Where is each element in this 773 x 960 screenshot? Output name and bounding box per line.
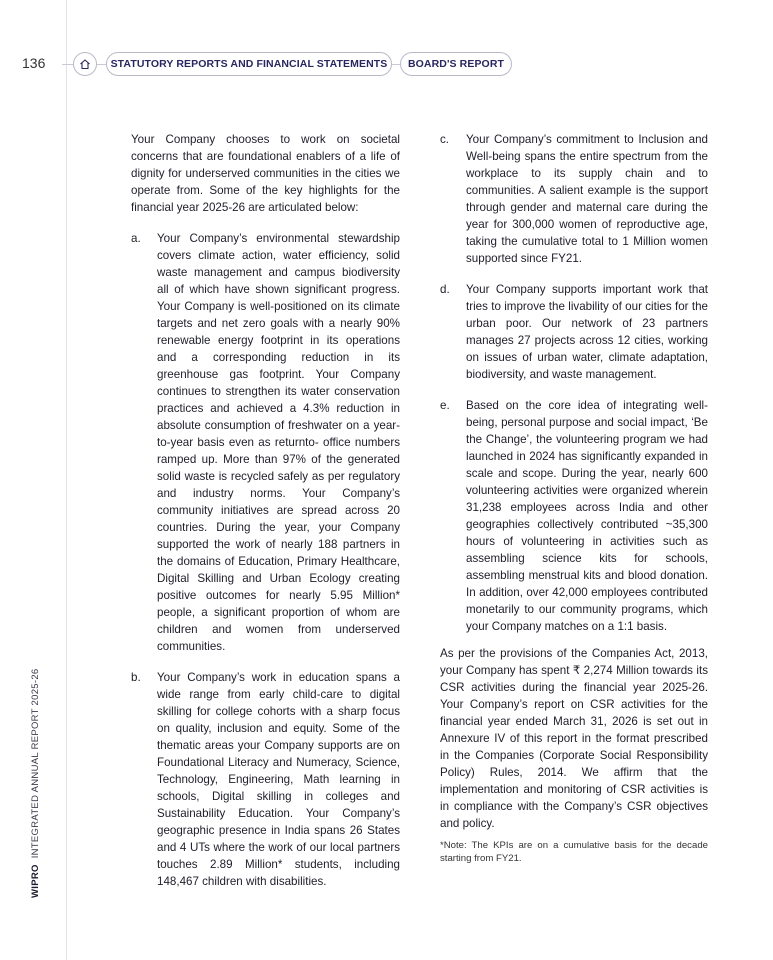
kpi-footnote: *Note: The KPIs are on a cumulative basis for the decade starting from FY21. bbox=[440, 840, 708, 864]
breadcrumb-boards-report[interactable]: BOARD'S REPORT bbox=[400, 52, 512, 76]
header-rule-mid-2 bbox=[392, 64, 400, 65]
intro-paragraph: Your Company chooses to work on societal concerns that are foundational enablers of a life of dignity for underserved communities in the cities we operate from. Some of the key highlights for the financial year 2025-26 are articulated below: bbox=[131, 133, 400, 214]
home-icon bbox=[79, 58, 91, 70]
list-label: d. bbox=[440, 283, 450, 296]
brand-logo-text: WIPRO bbox=[30, 864, 41, 898]
list-item-c bbox=[440, 131, 708, 267]
home-button[interactable] bbox=[73, 52, 97, 76]
header-rule-mid-1 bbox=[97, 64, 106, 65]
list-text: Your Company supports important work that tries to improve the livability of our cities for the urban poor. Our network of 23 partners manages 27 projects across 12 cities, working on issues of urban water, climate adaptation, biodiversity, and waste management. bbox=[466, 283, 708, 381]
list-text: Based on the core idea of integrating well-being, personal purpose and social impact, ‘Be the Change’, the volunteering program we had launched in 2024 has significantly expanded in scale and scope. During the year, nearly 600 volunteering activities were organized wherein 31,238 employees across India and other geographies collectively contributed ~35,300 hours of volunteering in activities such as assembling science kits for schools, assembling menstrual kits and blood donation. In addition, over 42,000 employees contributed monetarily to our community programs, which your Company matches on a 1:1 basis. bbox=[466, 399, 708, 633]
sidebar-report-label bbox=[30, 668, 41, 898]
list-text: Your Company’s environmental stewardship covers climate action, water efficiency, solid waste management and campus biodiversity all of which have shown significant progress. Your Company is well-positioned on its climate targets and net zero goals with a nearly 90% renewable energy footprint in its operations and a corresponding reduction in its greenhouse gas footprint. Your Company continues to strengthen its water conservation practices and achieved a 4.3% reduction in absolute consumption of freshwater on a year-to-year basis even as returnto- office numbers ramped up. More than 97% of the generated solid waste is recycled safely as per regulatory and industry norms. Your Company’s community initiatives are spread across 20 countries. During the year, your Company supported the work of nearly 188 partners in the domains of Education, Primary Healthcare, Digital Skilling and Urban Ecology creating positive outcomes for nearly 5.95 Million* people, a significant proportion of whom are children and women from underserved communities. bbox=[157, 232, 400, 653]
list-item-d bbox=[440, 281, 708, 383]
list-item-e bbox=[440, 397, 708, 635]
list-label: a. bbox=[131, 232, 141, 245]
page-number: 136 bbox=[22, 55, 46, 71]
right-column bbox=[440, 131, 708, 865]
list-text: Your Company’s commitment to Inclusion and Well-being spans the entire spectrum from the workplace to its supply chain and to communities. A salient example is the support through gender and maternal care during the year for 300,000 women of reproductive age, taking the cumulative total to 1 Million women supported since FY21. bbox=[466, 133, 708, 265]
list-label: c. bbox=[440, 133, 450, 146]
list-label: b. bbox=[131, 671, 141, 684]
list-item-b bbox=[131, 669, 400, 890]
list-label: e. bbox=[440, 399, 450, 412]
csr-spend-paragraph: As per the provisions of the Companies Act, 2013, your Company has spent ₹ 2,274 Million towards its CSR activities during the financial year 2025-26. Your Company’s report on CSR activities for the financial year ended March 31, 2026 is set out in Annexure IV of this report in the format prescribed in the Companies (Corporate Social Responsibility Policy) Rules, 2014. We affirm that the implementation and monitoring of CSR activities is in compliance with the Company’s CSR objectives and policy. bbox=[440, 647, 708, 830]
breadcrumb-statutory-reports[interactable]: STATUTORY REPORTS AND FINANCIAL STATEMENTS bbox=[106, 52, 392, 76]
list-item-a bbox=[131, 230, 400, 655]
list-text: Your Company’s work in education spans a wide range from early child-care to digital skilling for college cohorts with a sharp focus on quality, inclusion and equity. Some of the thematic areas your Company supports are on Foundational Literacy and Numeracy, Science, Technology, Engineering, Math learning in schools, Digital skilling in colleges and Sustainability Education. Your Company’s geographic presence in India spans 26 States and 4 UTs where the work of our local partners touches 2.89 Million* students, including 148,467 children with disabilities. bbox=[157, 671, 400, 888]
left-column bbox=[131, 131, 400, 890]
report-title: INTEGRATED ANNUAL REPORT 2025-26 bbox=[30, 668, 41, 859]
margin-rule bbox=[66, 0, 67, 960]
